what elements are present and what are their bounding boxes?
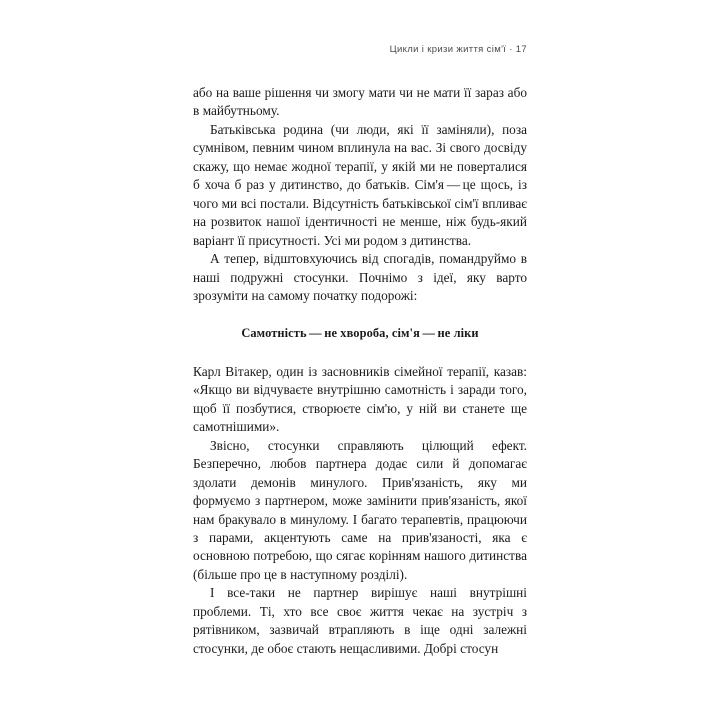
paragraph-whitaker-quote: Карл Вітакер, один із засновників сімейної терапії, казав: «Якщо ви відчуваєте внутрішню самотність і заради того, щоб її позбутися, створюєте сім'ю, у ній ви станете ще самотнішими». xyxy=(193,363,527,435)
paragraph-partner-not-solution: І все-таки не партнер вирішує наші внутрішні проблеми. Ті, хто все своє життя чекає на зустріч з рятівником, зазвичай втрапляють в іще одні залежні стосунки, де обоє стають нещасливими. Добрі стосун xyxy=(193,585,527,656)
heading-spacer-top xyxy=(193,305,527,324)
paragraph-parental-family: Батьківська родина (чи люди, які її заміняли), поза сумнівом, певним чином вплинула на вас. Зі свого досвіду скажу, що немає жодної терапії, у якій ми не поверталися б хоча б раз у дитинство, до батьків. Сім'я — це щось, із чого ми всі постали. Відсутність батьківської сім'ї впливає на розвиток нашої ідентичності не менше, ніж будь-який варіант її присутності. Усі ми родом з дитинства. xyxy=(193,121,527,248)
paragraph-healing-effect: Звісно, стосунки справляють цілющий ефект. Безперечно, любов партнера додає сили й допомагає здолати демонів минулого. Прив'язаність, яку ми формуємо з партнером, може замінити прив'язаність, якої нам бракувало в минулому. І багато терапевтів, працюючи з парами, акцентують саме на прив'язаності, яка є основною потребою, що сягає корінням нашого дитинства (більше про це в наступному розділі). xyxy=(193,437,527,582)
paragraph-journey: А тепер, відштовхуючись від спогадів, помандруймо в наші подружні стосунки. Почнімо з ідеї, яку варто зрозуміти на самому початку подорожі: xyxy=(193,251,527,303)
paragraph-continued: або на ваше рішення чи змогу мати чи не мати її зараз або в майбутньому. xyxy=(193,85,527,119)
body-text-block xyxy=(193,84,527,658)
heading-spacer-bottom xyxy=(193,343,527,363)
section-heading: Самотність — не хвороба, сім'я — не ліки xyxy=(241,326,479,341)
running-head: Цикли і кризи життя сім'ї · 17 xyxy=(389,44,527,55)
